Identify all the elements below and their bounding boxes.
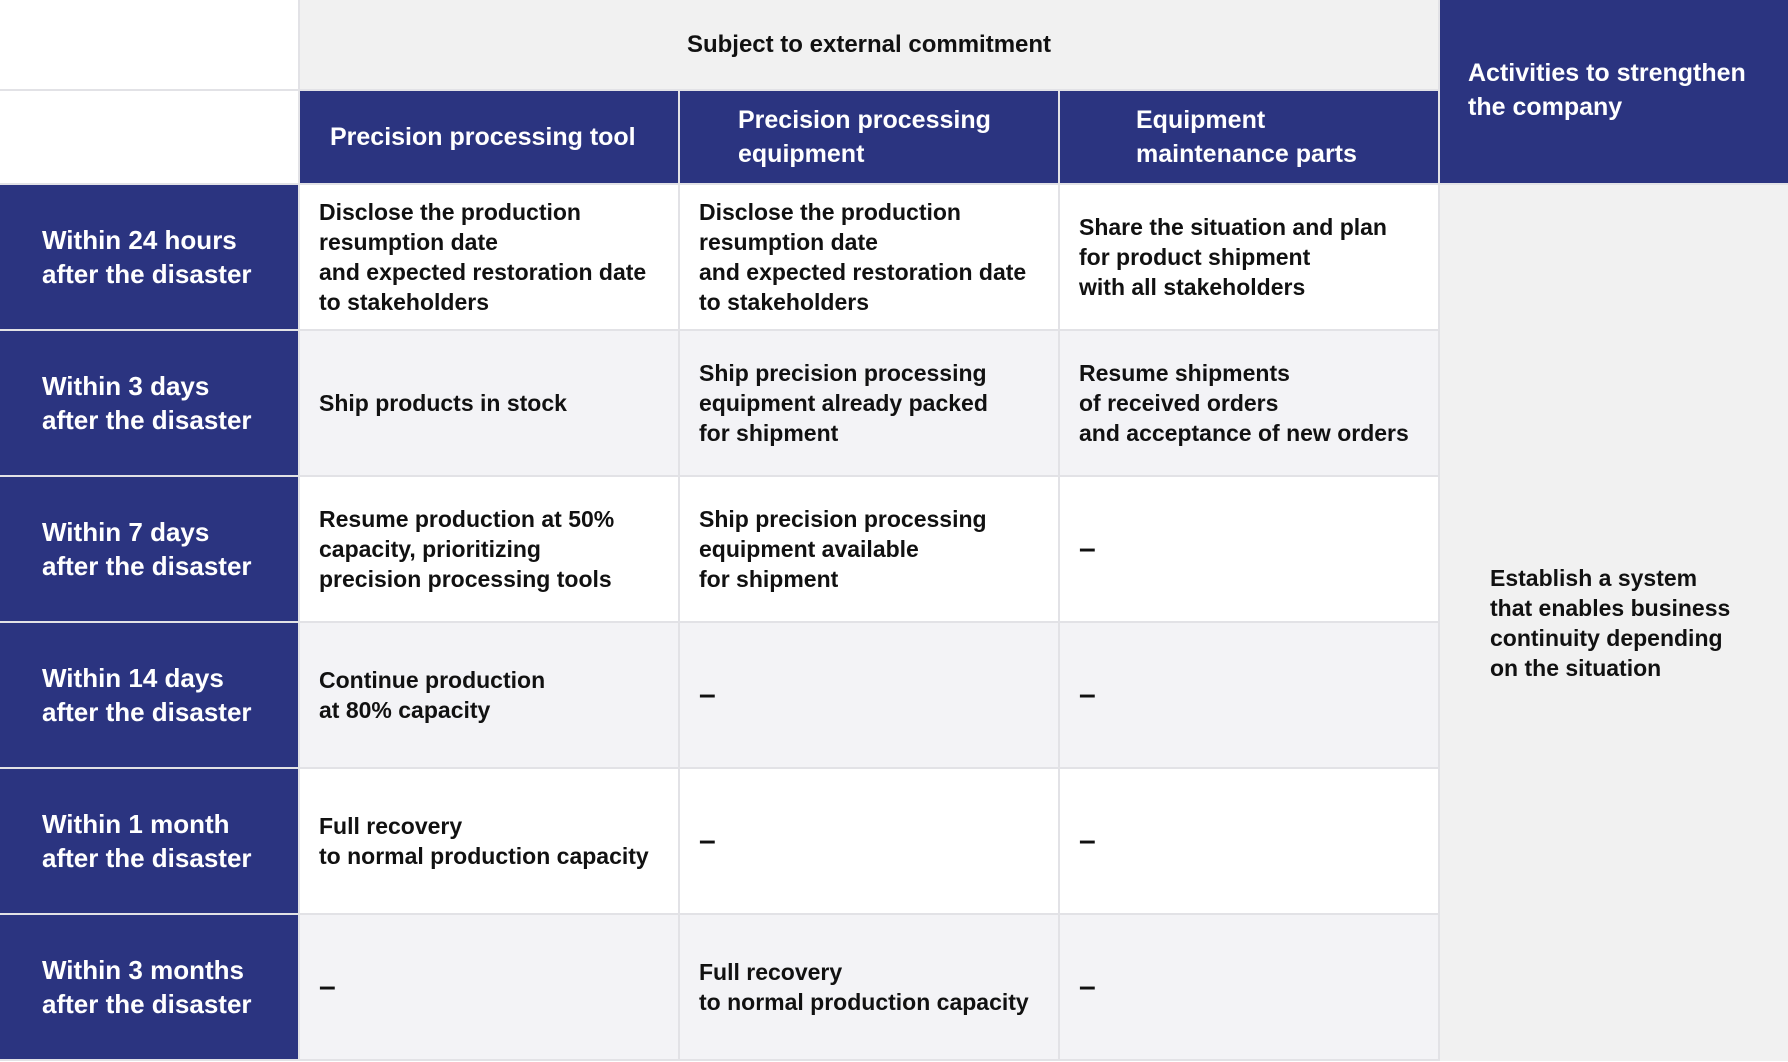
corner-cell (0, 0, 300, 91)
table-cell-dash: – (680, 623, 1060, 769)
table-cell: Resume shipments of received orders and acceptance of new orders (1060, 331, 1440, 477)
table-cell: Resume production at 50% capacity, prioritizing precision processing tools (300, 477, 680, 623)
table-cell-dash: – (300, 915, 680, 1061)
column-header-tool: Precision processing tool (300, 91, 680, 185)
row-header: Within 24 hours after the disaster (0, 185, 300, 331)
row-header: Within 14 days after the disaster (0, 623, 300, 769)
side-column-body: Establish a system that enables business continuity depending on the situation (1440, 185, 1788, 1061)
table-cell-dash: – (680, 769, 1060, 915)
column-header-equipment: Precision processing equipment (680, 91, 1060, 185)
table-cell-dash: – (1060, 623, 1440, 769)
table-cell-dash: – (1060, 769, 1440, 915)
table-cell: Ship precision processing equipment already packed for shipment (680, 331, 1060, 477)
row-header: Within 1 month after the disaster (0, 769, 300, 915)
table-cell: Disclose the production resumption date and expected restoration date to stakeholders (300, 185, 680, 331)
table-cell: Ship products in stock (300, 331, 680, 477)
table-cell: Disclose the production resumption date and expected restoration date to stakeholders (680, 185, 1060, 331)
table-cell: Share the situation and plan for product shipment with all stakeholders (1060, 185, 1440, 331)
row-header: Within 3 months after the disaster (0, 915, 300, 1061)
row-header: Within 7 days after the disaster (0, 477, 300, 623)
table-cell: Ship precision processing equipment available for shipment (680, 477, 1060, 623)
corner-cell-lower (0, 91, 300, 185)
table-cell-dash: – (1060, 915, 1440, 1061)
side-column-header: Activities to strengthen the company (1440, 0, 1788, 185)
column-header-maintenance-parts: Equipment maintenance parts (1060, 91, 1440, 185)
table-cell: Full recovery to normal production capacity (300, 769, 680, 915)
group-header: Subject to external commitment (300, 0, 1440, 91)
table-cell-dash: – (1060, 477, 1440, 623)
table-cell: Continue production at 80% capacity (300, 623, 680, 769)
row-header: Within 3 days after the disaster (0, 331, 300, 477)
table-cell: Full recovery to normal production capacity (680, 915, 1060, 1061)
